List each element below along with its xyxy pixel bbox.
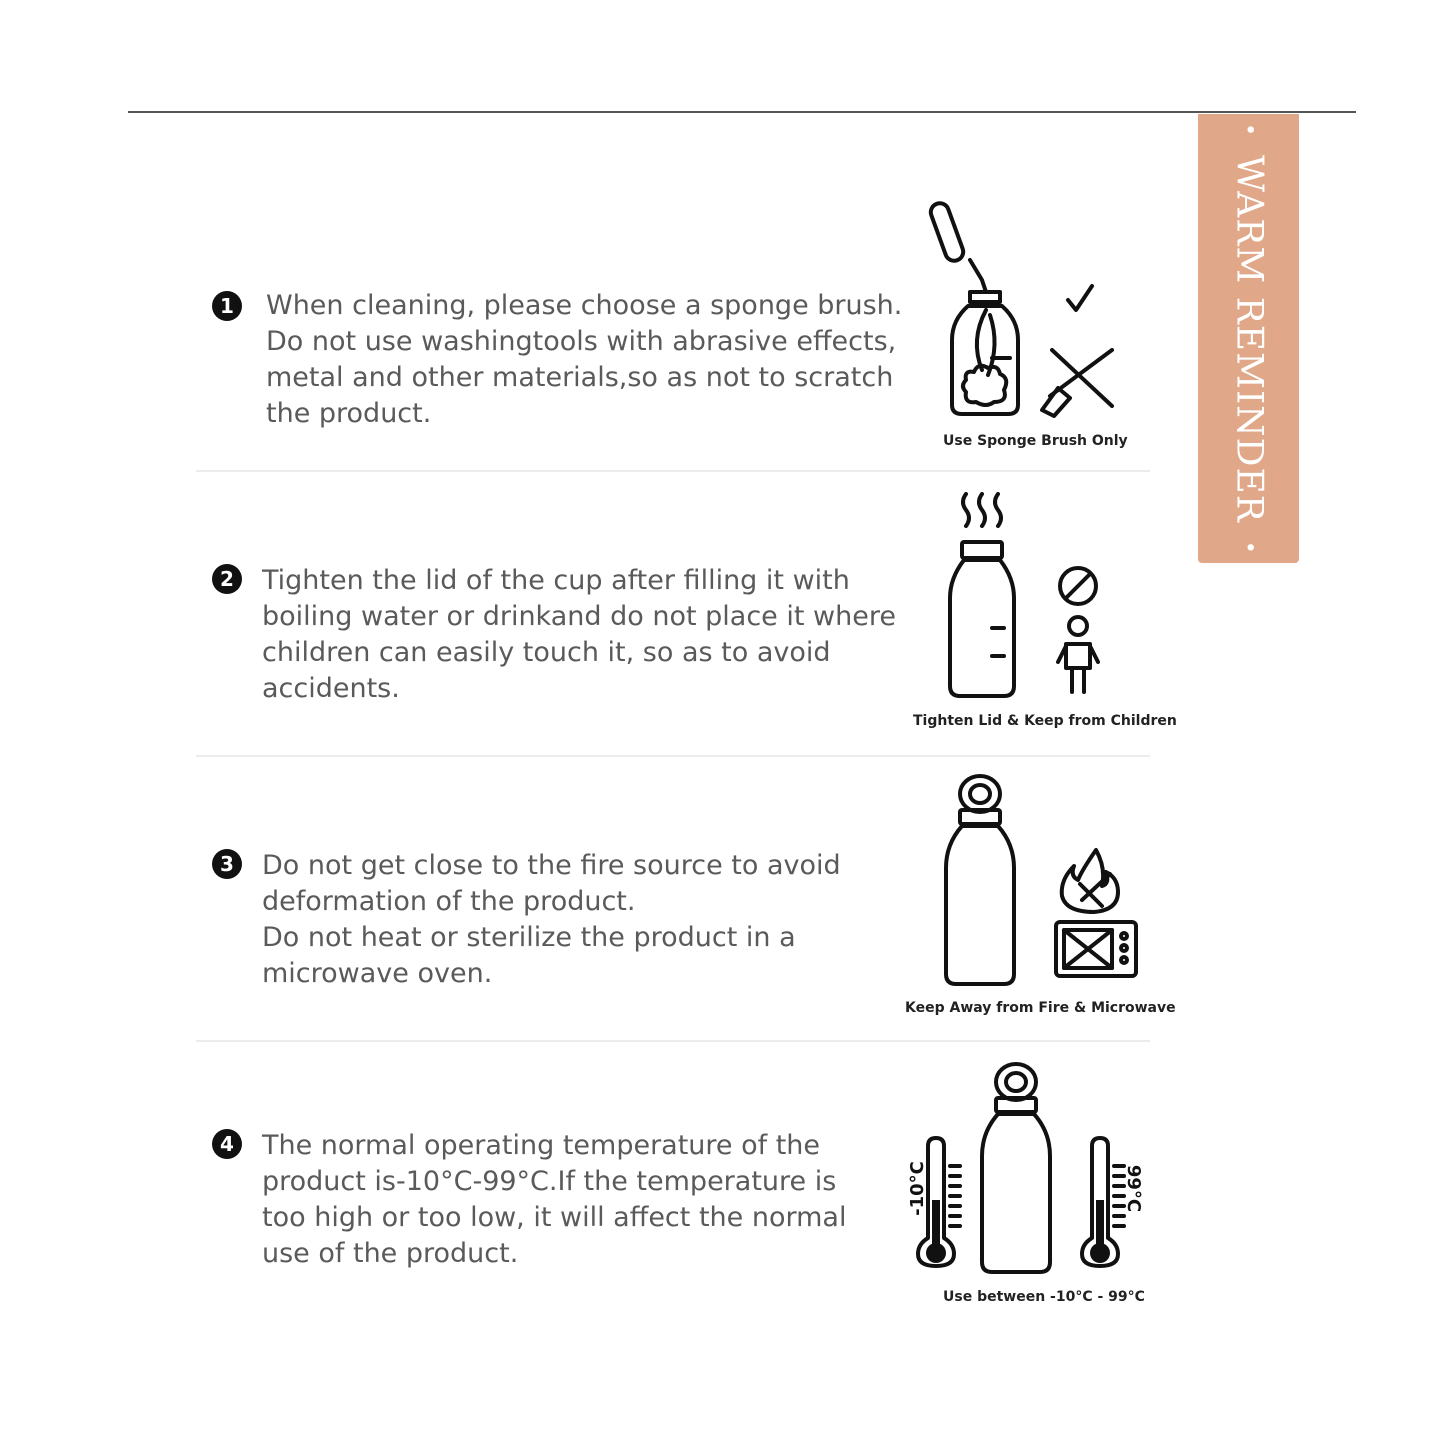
microwave-icon	[1056, 922, 1136, 976]
fire-icon	[1052, 844, 1142, 980]
step-number-3: 3	[212, 849, 242, 879]
bottle-icon	[978, 1060, 1054, 1276]
high-temp-label: 99°C	[1123, 1164, 1145, 1213]
caption-3: Keep Away from Fire & Microwave	[905, 1000, 1176, 1016]
caption-4: Use between -10°C - 99°C	[943, 1289, 1145, 1305]
reminder-text-3: Do not get close to the fire source to avoid deformation of the product. Do not heat or sterilize the product in a microwave oven.	[262, 850, 841, 989]
section-divider-1	[196, 470, 1150, 472]
step-number-4: 4	[212, 1129, 242, 1159]
warm-reminder-ribbon	[1198, 114, 1299, 563]
section-divider-2	[196, 755, 1150, 757]
ribbon-dot-end: •	[1236, 540, 1261, 555]
step-number-1: 1	[212, 291, 242, 321]
sponge-brush-bottle-icon	[930, 200, 1130, 430]
ribbon-label	[1228, 123, 1269, 555]
section-divider-3	[196, 1040, 1150, 1042]
ribbon-dot-start: •	[1236, 122, 1261, 137]
reminder-text-2: Tighten the lid of the cup after filling it with boiling water or drinkand do not place it where children can easily touch it, so as to avoid accidents.	[262, 565, 896, 704]
child-icon	[1058, 617, 1098, 692]
caption-2: Tighten Lid & Keep from Children	[913, 713, 1177, 729]
low-temp-label: -10°C	[906, 1161, 928, 1216]
top-rule	[128, 111, 1356, 113]
step-number-2: 2	[212, 564, 242, 594]
caption-1: Use Sponge Brush Only	[943, 433, 1128, 449]
prohibited-icon	[1052, 564, 1108, 704]
reminder-text-1: When cleaning, please choose a sponge brush. Do not use washingtools with abrasive effects, metal and other materials,so as not to scratch the product.	[266, 290, 903, 429]
ribbon-title: WARM REMINDER	[1228, 154, 1269, 523]
reminder-text-4: The normal operating temperature of the product is-10°C-99°C.If the temperature is too high or too low, it will affect the normal use of the product.	[262, 1130, 847, 1269]
bottle-icon	[940, 772, 1020, 990]
